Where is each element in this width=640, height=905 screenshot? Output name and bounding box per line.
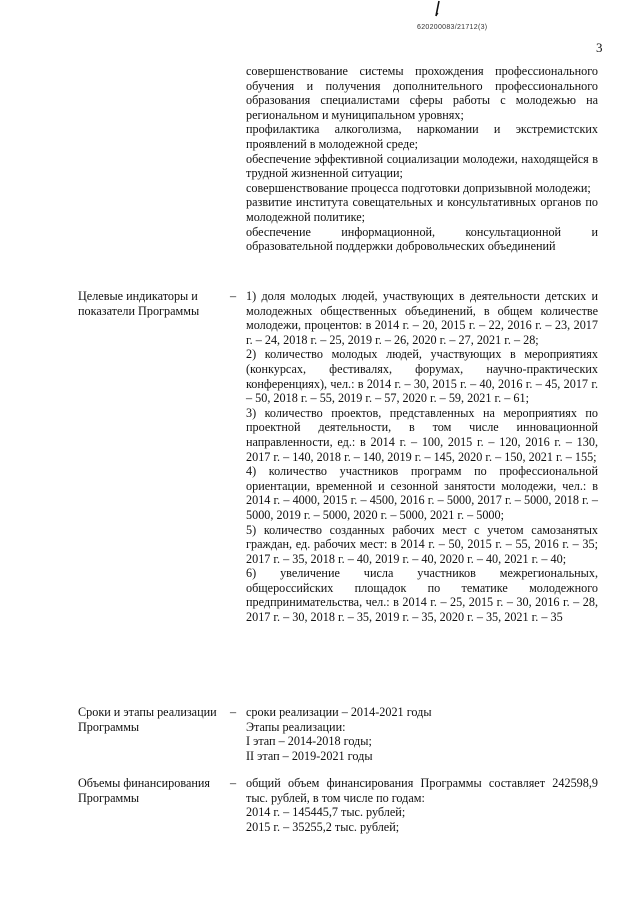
stages-line: Этапы реализации: bbox=[246, 719, 346, 734]
stages-list bbox=[246, 705, 598, 763]
objective-item: совершенствование процесса подготовки допризывной молодежи; bbox=[246, 180, 591, 195]
indicator-item: 6) увеличение числа участников межрегиональных, общероссийских площадок по тематике молодежного предпринимательства, чел.: в 2014 г. – 25, 2015 г. – 30, 2016 г. – 28, 2017 г. – 30, 2018 г. – 35, 2019 г. – 35, 2020 г. – 35, 2021 г. – 35 bbox=[246, 566, 598, 625]
stages-line: сроки реализации – 2014-2021 годы bbox=[246, 705, 432, 719]
stages-dash: – bbox=[230, 705, 237, 719]
page-number: 3 bbox=[596, 40, 603, 55]
indicator-item: 4) количество участников программ по профессиональной ориентации, временной и сезонной занятости молодежи, чел.: в 2014 г. – 4000, 2015 г. – 4500, 2016 г. – 5000, 2017 г. – 5000, 2018 г. – 5000, 2019 г. – 5000, 2020 г. – 5000, 2021 г. – 5000; bbox=[246, 464, 598, 522]
funding-list bbox=[246, 776, 598, 834]
objective-item: обеспечение информационной, консультационной и образовательной поддержки добровольческих объединений bbox=[246, 224, 598, 254]
indicators-dash: – bbox=[230, 289, 237, 303]
indicator-item: 1) доля молодых людей, участвующих в деятельности детских и молодежных общественных объединений, в общем количестве молодежи, процентов: в 2014 г. – 20, 2015 г. – 22, 2016 г. – 23, 2017 г. – 24, 2018 г. – 25, 2019 г. – 26, 2020 г. – 27, 2021 г. – 28; bbox=[246, 289, 598, 347]
handwritten-mark bbox=[432, 0, 442, 18]
objective-item: развитие института совещательных и консультативных органов по молодежной политике; bbox=[246, 195, 598, 224]
stages-line: I этап – 2014-2018 годы; bbox=[246, 734, 372, 749]
objective-item: профилактика алкоголизма, наркомании и экстремистских проявлений в молодежной среде; bbox=[246, 122, 598, 151]
indicator-item: 2) количество молодых людей, участвующих в мероприятиях (конкурсах, фестивалях, форумах, научно-практических конференциях), чел.: в 2014 г. – 30, 2015 г. – 40, 2016 г. – 45, 2017 г. – 50, 2018 г. – 55, 2019 г. – 57, 2020 г. – 59, 2021 г. – 61; bbox=[246, 347, 598, 406]
indicator-item: 5) количество созданных рабочих мест с учетом самозанятых граждан, ед. рабочих мест: в 2014 г. – 50, 2015 г. – 55, 2016 г. – 35; 2017 г. – 35, 2018 г. – 40, 2019 г. – 40, 2020 г. – 40, 2021 г. – 40; bbox=[246, 522, 598, 566]
stages-label: Сроки и этапы реализации Программы bbox=[78, 705, 217, 734]
indicators-list bbox=[246, 289, 598, 625]
funding-line: 2014 г. – 145445,7 тыс. рублей; bbox=[246, 805, 406, 820]
funding-line: 2015 г. – 35255,2 тыс. рублей; bbox=[246, 819, 400, 834]
stages-line: II этап – 2019-2021 годы bbox=[246, 748, 373, 763]
objective-item: обеспечение эффективной социализации молодежи, находящейся в трудной жизненной ситуации; bbox=[246, 151, 598, 181]
objectives-continuation bbox=[246, 64, 598, 254]
indicator-item: 3) количество проектов, представленных на мероприятиях по проектной деятельности, в том числе инновационной направленности, ед.: в 2014 г. – 100, 2015 г. – 120, 2016 г. – 130, 2017 г. – 140, 2018 г. – 140, 2019 г. – 145, 2020 г. – 150, 2021 г. – 155; bbox=[246, 405, 598, 464]
funding-intro: общий объем финансирования Программы составляет 242598,9 тыс. рублей, в том числе по годам: bbox=[246, 776, 598, 805]
funding-label: Объемы финансирования Программы bbox=[78, 776, 211, 805]
indicators-label: Целевые индикаторы и показатели Программы bbox=[78, 289, 200, 318]
objective-item: совершенствование системы прохождения профессионального обучения и получения дополнительного профессионального образования специалистами сферы работы с молодежью на региональном и муниципальном уровнях; bbox=[246, 64, 598, 122]
funding-dash: – bbox=[230, 776, 237, 790]
document-code: 620200083/21712(3) bbox=[417, 24, 488, 31]
